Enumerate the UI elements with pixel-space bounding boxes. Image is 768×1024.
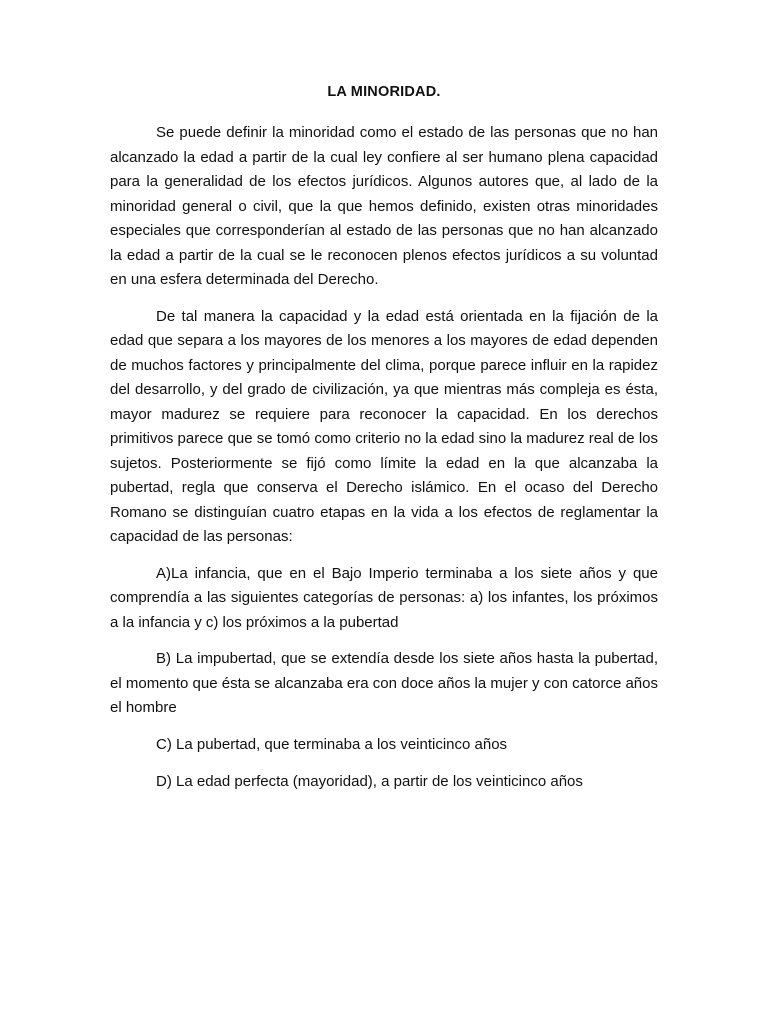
paragraph-infancy: A)La infancia, que en el Bajo Imperio terminaba a los siete años y que comprendía a las siguientes categorías de personas: a) los infantes, los próximos a la infancia y c) los próximos a la pubertad: [110, 564, 658, 631]
paragraph-capacity-age: De tal manera la capacidad y la edad está orientada en la fijación de la edad que separa a los mayores de los menores a los mayores de edad dependen de muchos factores y principalmente del clima, porque parece influir en la rapidez del desarrollo, y del grado de civilización, ya que mientras más compleja es ésta, mayor madurez se requiere para reconocer la capacidad. En los derechos primitivos parece que se tomó como criterio no la edad sino la madurez real de los sujetos. Posteriormente se fijó como límite la edad en la que alcanzaba la pubertad, regla que conserva el Derecho islámico. En el ocaso del Derecho Romano se distinguían cuatro etapas en la vida a los efectos de reglamentar la capacidad de las personas:: [110, 307, 658, 545]
document-body: [110, 121, 658, 795]
paragraph-perfect-age: D) La edad perfecta (mayoridad), a partir de los veinticinco años: [156, 773, 583, 790]
paragraph-impuberty: B) La impubertad, que se extendía desde los siete años hasta la pubertad, el momento que ésta se alcanzaba era con doce años la mujer y con catorce años el hombre: [110, 650, 658, 716]
paragraph-definition: Se puede definir la minoridad como el estado de las personas que no han alcanzado la edad a partir de la cual ley confiere al ser humano plena capacidad para la generalidad de los efectos jurídicos. Algunos autores que, al lado de la minoridad general o civil, que la que hemos definido, existen otras minoridades especiales que corresponderían al estado de las personas que no han alcanzado la edad a partir de la cual se le reconocen plenos efectos jurídicos a su voluntad en una esfera determinada del Derecho.: [110, 124, 658, 288]
paragraph-puberty: C) La pubertad, que terminaba a los veinticinco años: [156, 735, 508, 753]
document-title: LA MINORIDAD.: [327, 84, 441, 100]
